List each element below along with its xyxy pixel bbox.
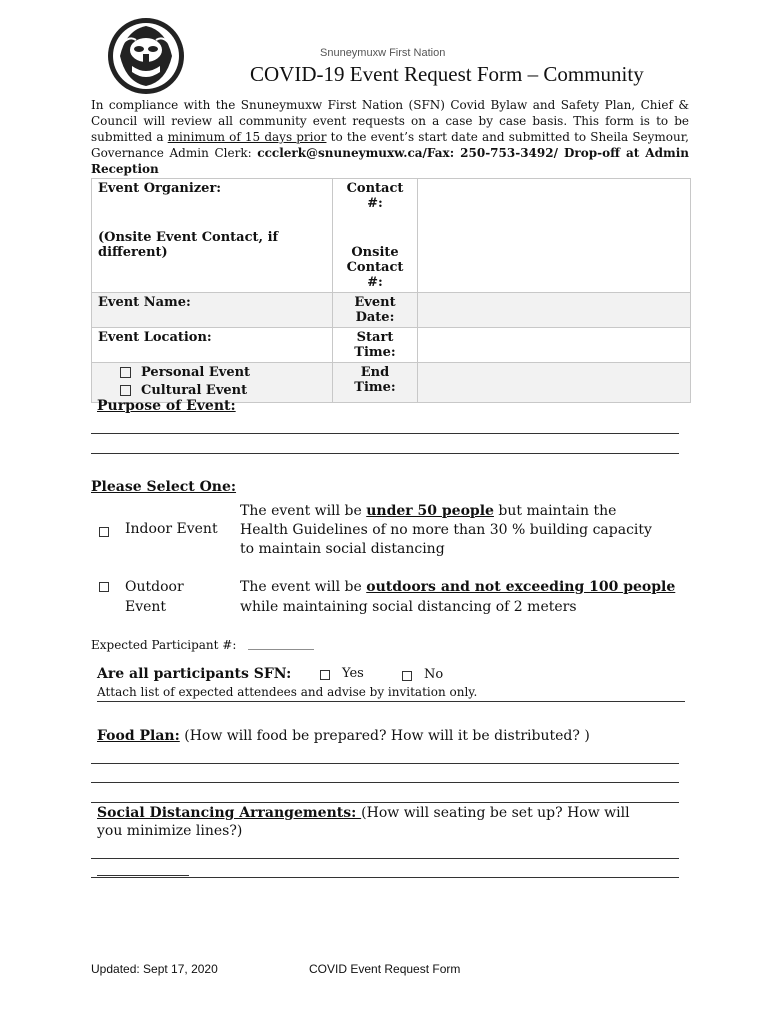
indoor-event-label: Indoor Event <box>125 521 218 537</box>
checkbox-icon[interactable] <box>120 385 131 396</box>
intro-deadline: minimum of 15 days prior <box>167 130 327 144</box>
indoor-limit: under 50 people <box>366 503 494 519</box>
end-time-label: End Time: <box>333 363 418 403</box>
contact-number-label: Contact #: <box>346 181 404 211</box>
outdoor-limit: outdoors and not exceeding 100 people <box>366 579 676 595</box>
distancing-plan <box>97 804 657 840</box>
updated-date: Updated: Sept 17, 2020 <box>91 962 218 976</box>
distancing-line-1[interactable] <box>91 858 679 859</box>
outdoor-desc-pre: The event will be <box>240 579 367 595</box>
event-location-label: Event Location: <box>92 328 333 363</box>
footer-form-name: COVID Event Request Form <box>309 962 461 976</box>
food-plan-label: Food Plan: <box>97 728 180 744</box>
sfn-question: Are all participants SFN: <box>97 666 292 682</box>
organizer-cell <box>92 179 333 293</box>
indoor-description <box>240 502 660 559</box>
onsite-contact-number-label: Onsite Contact #: <box>346 245 404 290</box>
purpose-label: Purpose of Event: <box>97 398 236 414</box>
checkbox-icon[interactable] <box>120 367 131 378</box>
food-plan <box>97 728 590 744</box>
distancing-short-line <box>97 875 189 876</box>
distancing-question: (How will seating be set up? How will you minimize lines?) <box>97 805 630 839</box>
attach-note: Attach list of expected attendees and advise by invitation only. <box>97 685 478 699</box>
indoor-desc-pre: The event will be <box>240 503 367 519</box>
no-label: No <box>424 667 444 682</box>
sfn-logo-icon <box>106 16 186 96</box>
event-date-label: Event Date: <box>333 293 418 328</box>
cultural-event-label: Cultural Event <box>141 383 248 398</box>
event-organizer-label: Event Organizer: <box>98 181 222 196</box>
intro-paragraph <box>91 97 689 177</box>
expected-participants-label: Expected Participant #: <box>91 638 237 652</box>
purpose-line-1[interactable] <box>91 433 679 434</box>
organization-name: Snuneymuxw First Nation <box>320 47 446 59</box>
outdoor-description <box>240 577 680 617</box>
indoor-desc-post: but maintain the Health Guidelines of no more than 30 % building capacity to maintain social distancing <box>240 503 652 557</box>
food-line-1[interactable] <box>91 763 679 764</box>
contact-label-cell <box>333 179 418 293</box>
onsite-contact-label: (Onsite Event Contact, if different) <box>98 230 279 260</box>
contact-input-cell[interactable] <box>418 179 691 293</box>
event-name-label: Event Name: <box>92 293 333 328</box>
expected-participants-blank[interactable]: ___________ <box>248 636 314 650</box>
outdoor-desc-post: while maintaining social distancing of 2 meters <box>240 599 577 615</box>
food-line-2[interactable] <box>91 782 679 783</box>
start-time-input[interactable] <box>418 328 691 363</box>
event-type-cell <box>92 363 333 403</box>
food-plan-question: (How will food be prepared? How will it be distributed? ) <box>179 728 590 744</box>
distancing-line-2[interactable] <box>91 877 679 878</box>
attach-line <box>97 701 685 702</box>
personal-event-option[interactable] <box>98 364 326 382</box>
purpose-line-2[interactable] <box>91 453 679 454</box>
event-info-table <box>91 178 691 403</box>
distancing-label: Social Distancing Arrangements: <box>97 805 362 821</box>
event-date-input[interactable] <box>418 293 691 328</box>
intro-text-1: In compliance with the Snuneymuxw First Nation (SFN) Covid Bylaw and Safety Plan, Chief & Council will review all community event requests on a case by case basis. This form is to be submitted a <box>91 98 689 144</box>
outdoor-event-label: Outdoor Event <box>125 579 184 615</box>
end-time-input[interactable] <box>418 363 691 403</box>
select-one-label: Please Select One: <box>91 479 237 495</box>
outdoor-checkbox[interactable] <box>99 582 109 592</box>
yes-checkbox[interactable] <box>320 670 330 680</box>
start-time-label: Start Time: <box>333 328 418 363</box>
form-title: COVID-19 Event Request Form – Community <box>250 62 644 86</box>
personal-event-label: Personal Event <box>141 365 251 380</box>
indoor-checkbox[interactable] <box>99 527 109 537</box>
food-line-3[interactable] <box>91 802 679 803</box>
intro-text-2: to the event’s start date and submitted to Sheila Seymour, Governance Admin Clerk: <box>91 130 689 160</box>
yes-label: Yes <box>342 666 364 681</box>
submission-contact: ccclerk@snuneymuxw.ca/Fax: 250-753-3492/ Drop-off at Admin Reception <box>91 146 689 176</box>
no-checkbox[interactable] <box>402 671 412 681</box>
